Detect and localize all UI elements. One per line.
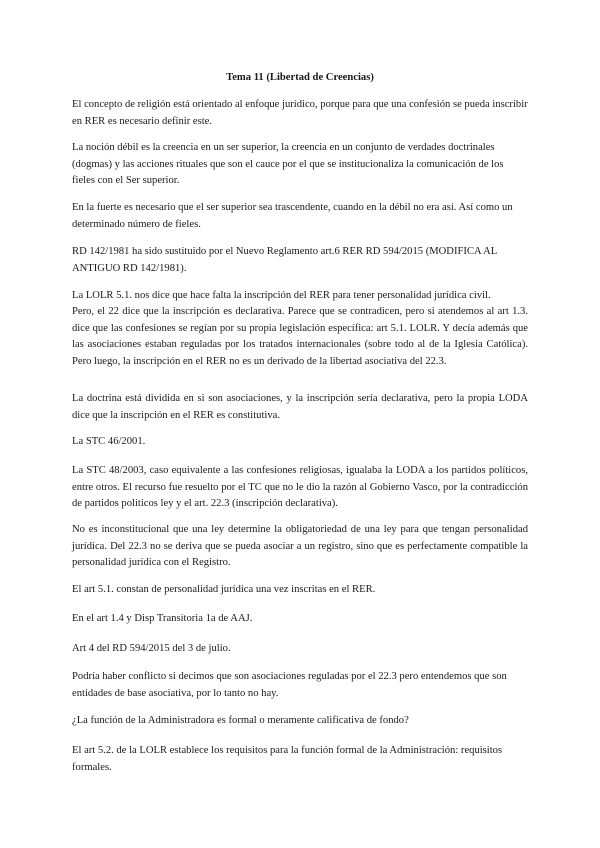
paragraph-strong-notion: En la fuerte es necesario que el ser superior sea trascendente, cuando en la débil no era así. Así como un determinado número de fieles. (72, 202, 513, 230)
paragraph-stc-48-2003: La STC 48/2003, caso equivalente a las confesiones religiosas, igualaba la LODA a los partidos políticos, entre otros. El recurso fue resuelto por el TC que no le dio la razón al Gobierno Vasco, por la contradicción de partidos políticos ley y el art. 22.3 (inscripción declarativa). (72, 465, 528, 510)
paragraph-conflict: Podría haber conflicto si decimos que son asociaciones reguladas por el 22.3 pero entendemos que son entidades de base asociativa, por lo tanto no hay. (72, 671, 507, 699)
paragraph-art-5-1: El art 5.1. constan de personalidad jurídica una vez inscritas en el RER. (72, 584, 376, 595)
paragraph-lolr-5-1: La LOLR 5.1. nos dice que hace falta la inscripción del RER para tener personalidad jurídica civil. (72, 290, 491, 301)
paragraph-art-5-2: El art 5.2. de la LOLR establece los requisitos para la función formal de la Administración: requisitos formales. (72, 745, 503, 773)
paragraph-art-1-4: En el art 1.4 y Disp Transitoria 1a de AAJ. (72, 613, 253, 624)
paragraph-article-22: Pero, el 22 dice que la inscripción es declarativa. Parece que se contradicen, pero si atendemos al art 1.3. dice que las confesiones se regían por su propia legislación específica: art 5.1. LOLR. Y decía además que las asociaciones estaban reguladas por los tratados internacionales (sobre todo al de la Iglesia Católica). Pero luego, la inscripción en el RER no es un derivado de la libertad asociativa del 22.3. (72, 306, 528, 367)
paragraph-religion-concept: El concepto de religión está orientado al enfoque jurídico, porque para que una confesión se pueda inscribir en RER es necesario definir este. (72, 99, 528, 127)
paragraph-rd-142-1981: RD 142/1981 ha sido sustituido por el Nuevo Reglamento art.6 RER RD 594/2015 (MODIFICA AL ANTIGUO RD 142/1981). (72, 246, 497, 274)
paragraph-rd-594-2015: Art 4 del RD 594/2015 del 3 de julio. (72, 643, 231, 654)
paragraph-doctrine: La doctrina está dividida en si son asociaciones, y la inscripción sería declarativa, pero la propia LODA dice que la inscripción en el RER es constitutiva. (72, 393, 528, 421)
paragraph-constitutionality: No es inconstitucional que una ley determine la obligatoriedad de una ley para que tengan personalidad jurídica. Del 22.3 no se deriva que se pueda asociar a un registro, sino que es perfectamente compatible la personalidad jurídica con el Registro. (72, 524, 528, 569)
page-title: Tema 11 (Libertad de Creencias) (226, 72, 374, 83)
paragraph-administration-question: ¿La función de la Administradora es formal o meramente calificativa de fondo? (72, 715, 409, 726)
paragraph-stc-46-2001: La STC 46/2001. (72, 436, 146, 447)
paragraph-weak-notion: La noción débil es la creencia en un ser superior, la creencia en un conjunto de verdades doctrinales (dogmas) y las acciones rituales que son el cauce por el que se institucionaliza la comunicación de los fieles con el Ser superior. (72, 142, 504, 187)
